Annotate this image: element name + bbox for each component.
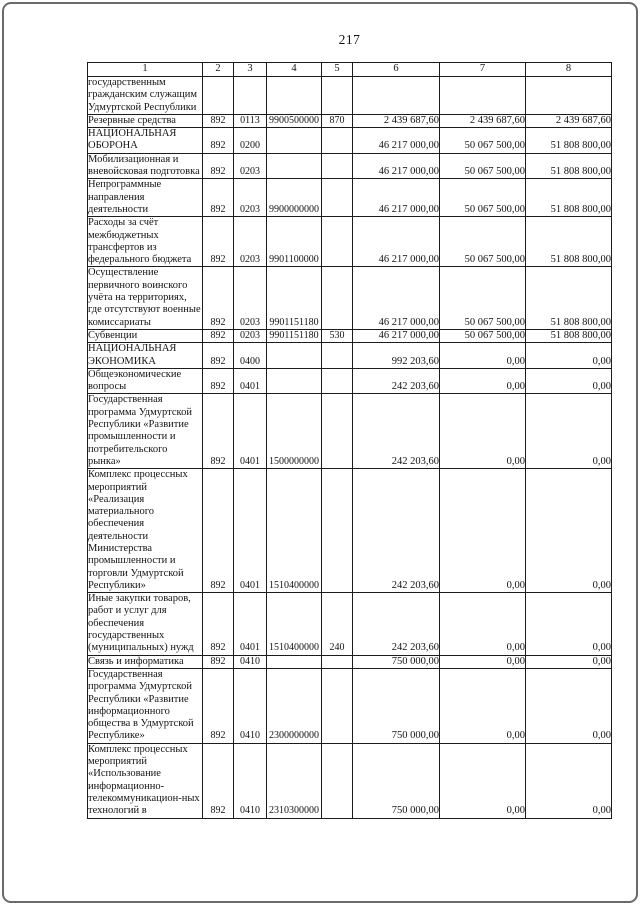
- name-cell: Государственная программа Удмуртской Республики «Развитие промышленности и потребительского рынка»: [88, 394, 203, 469]
- table-row: [88, 655, 612, 668]
- name-cell: Осуществление первичного воинского учёта на территориях, где отсутствуют военные комиссариаты: [88, 267, 201, 328]
- section-subsection-cell: 0203: [234, 217, 267, 267]
- table-row: [88, 267, 612, 329]
- budget-table: [87, 62, 612, 819]
- target-article-cell: 9900500000: [267, 114, 322, 127]
- expense-type-cell: [322, 743, 353, 818]
- target-article-cell: 1510400000: [267, 469, 322, 593]
- table-body: [88, 77, 612, 819]
- amount-cell-6: 750 000,00: [353, 743, 440, 818]
- table-row: [88, 329, 612, 342]
- amount-cell-7: 0,00: [440, 394, 526, 469]
- column-header: 4: [267, 63, 322, 77]
- amount-cell-7: 0,00: [440, 655, 526, 668]
- column-header: 6: [353, 63, 440, 77]
- expense-type-cell: [322, 128, 353, 154]
- name-cell: Государственная программа Удмуртской Республики «Развитие информационного общества в Удмуртской Республике»: [88, 668, 203, 743]
- name-cell: НАЦИОНАЛЬНАЯ ЭКОНОМИКА: [88, 343, 203, 369]
- section-subsection-cell: 0203: [234, 179, 267, 217]
- table-row: [88, 343, 612, 369]
- amount-cell-6: 46 217 000,00: [353, 179, 440, 217]
- chapter-code-cell: 892: [203, 593, 234, 655]
- amount-cell-6: 992 203,60: [353, 343, 440, 369]
- amount-cell-6: 750 000,00: [353, 668, 440, 743]
- amount-cell-8: 51 808 800,00: [526, 267, 612, 329]
- name-cell: Мобилизационная и вневойсковая подготовка: [88, 153, 203, 179]
- chapter-code-cell: 892: [203, 114, 234, 127]
- target-article-cell: 9900000000: [267, 179, 322, 217]
- table-row: [88, 128, 612, 154]
- amount-cell-6: 2 439 687,60: [353, 114, 440, 127]
- amount-cell-8: 51 808 800,00: [526, 128, 612, 154]
- amount-cell-7: 2 439 687,60: [440, 114, 526, 127]
- amount-cell-8: 0,00: [526, 343, 612, 369]
- amount-cell-6: 242 203,60: [353, 469, 440, 593]
- expense-type-cell: [322, 343, 353, 369]
- amount-cell-6: 46 217 000,00: [353, 153, 440, 179]
- name-cell: Резервные средства: [88, 114, 203, 127]
- amount-cell-8: 0,00: [526, 394, 612, 469]
- expense-type-cell: [322, 153, 353, 179]
- amount-cell-8: 51 808 800,00: [526, 217, 612, 267]
- chapter-code-cell: 892: [203, 655, 234, 668]
- chapter-code-cell: 892: [203, 267, 234, 329]
- amount-cell-7: 50 067 500,00: [440, 329, 526, 342]
- name-cell: НАЦИОНАЛЬНАЯ ОБОРОНА: [88, 128, 203, 154]
- expense-type-cell: [322, 179, 353, 217]
- header-row: [88, 63, 612, 77]
- table-row: [88, 153, 612, 179]
- expense-type-cell: [322, 267, 353, 329]
- name-cell: Комплекс процессных мероприятий «Использование информационно-телекоммуникацион-ных технологий в: [88, 743, 203, 818]
- expense-type-cell: [322, 368, 353, 394]
- name-cell: Иные закупки товаров, работ и услуг для обеспечения государственных (муниципальных) нужд: [88, 593, 203, 655]
- column-header: 8: [526, 63, 612, 77]
- column-header: 7: [440, 63, 526, 77]
- column-header: 2: [203, 63, 234, 77]
- expense-type-cell: [322, 655, 353, 668]
- amount-cell-7: 0,00: [440, 469, 526, 593]
- name-cell: Общеэкономические вопросы: [88, 368, 203, 394]
- target-article-cell: 2300000000: [267, 668, 322, 743]
- name-cell: государственным гражданским служащим Удмуртской Республики: [88, 77, 203, 115]
- section-subsection-cell: 0203: [234, 267, 267, 329]
- amount-cell-7: 0,00: [440, 593, 526, 655]
- amount-cell-7: 0,00: [440, 368, 526, 394]
- page-number: 217: [338, 32, 361, 47]
- section-subsection-cell: 0200: [234, 128, 267, 154]
- table-row: [88, 114, 612, 127]
- chapter-code-cell: 892: [203, 343, 234, 369]
- section-subsection-cell: 0203: [234, 329, 267, 342]
- target-article-cell: [267, 128, 322, 154]
- amount-cell-7: 50 067 500,00: [440, 267, 526, 329]
- table-row: [88, 593, 612, 655]
- chapter-code-cell: 892: [203, 668, 234, 743]
- amount-cell-8: [526, 77, 612, 115]
- table-row: [88, 469, 612, 593]
- chapter-code-cell: 892: [203, 469, 234, 593]
- table-row: [88, 217, 612, 267]
- section-subsection-cell: 0401: [234, 368, 267, 394]
- expense-type-cell: 870: [322, 114, 353, 127]
- target-article-cell: 9901151180: [267, 267, 322, 329]
- name-cell: Расходы за счёт межбюджетных трансфертов из федерального бюджета: [88, 217, 203, 267]
- amount-cell-7: 50 067 500,00: [440, 179, 526, 217]
- table-header: [88, 63, 612, 77]
- target-article-cell: 9901100000: [267, 217, 322, 267]
- amount-cell-8: 0,00: [526, 743, 612, 818]
- expense-type-cell: [322, 394, 353, 469]
- amount-cell-7: 50 067 500,00: [440, 128, 526, 154]
- chapter-code-cell: 892: [203, 153, 234, 179]
- amount-cell-6: 46 217 000,00: [353, 128, 440, 154]
- amount-cell-8: 51 808 800,00: [526, 153, 612, 179]
- amount-cell-8: 0,00: [526, 593, 612, 655]
- expense-type-cell: [322, 469, 353, 593]
- section-subsection-cell: 0113: [234, 114, 267, 127]
- section-subsection-cell: 0410: [234, 668, 267, 743]
- section-subsection-cell: 0410: [234, 743, 267, 818]
- name-cell: Субвенции: [88, 329, 203, 342]
- expense-type-cell: [322, 217, 353, 267]
- target-article-cell: [267, 655, 322, 668]
- amount-cell-7: 50 067 500,00: [440, 217, 526, 267]
- chapter-code-cell: 892: [203, 179, 234, 217]
- table-row: [88, 394, 612, 469]
- section-subsection-cell: 0401: [234, 469, 267, 593]
- amount-cell-6: 750 000,00: [353, 655, 440, 668]
- section-subsection-cell: 0203: [234, 153, 267, 179]
- chapter-code-cell: 892: [203, 217, 234, 267]
- table-row: [88, 368, 612, 394]
- amount-cell-8: 0,00: [526, 668, 612, 743]
- name-cell: Связь и информатика: [88, 655, 203, 668]
- section-subsection-cell: 0400: [234, 343, 267, 369]
- amount-cell-7: 0,00: [440, 743, 526, 818]
- section-subsection-cell: 0410: [234, 655, 267, 668]
- amount-cell-6: 242 203,60: [353, 593, 440, 655]
- column-header: 5: [322, 63, 353, 77]
- target-article-cell: [267, 368, 322, 394]
- amount-cell-8: 0,00: [526, 655, 612, 668]
- amount-cell-6: 46 217 000,00: [353, 267, 440, 329]
- chapter-code-cell: 892: [203, 368, 234, 394]
- amount-cell-6: 46 217 000,00: [353, 217, 440, 267]
- chapter-code-cell: 892: [203, 394, 234, 469]
- target-article-cell: [267, 153, 322, 179]
- amount-cell-7: 50 067 500,00: [440, 153, 526, 179]
- target-article-cell: 9901151180: [267, 329, 322, 342]
- target-article-cell: 1510400000: [267, 593, 322, 655]
- name-cell: Комплекс процессных мероприятий «Реализация материального обеспечения деятельности Министерства промышленности и торговли Удмуртской Республики»: [88, 469, 203, 593]
- amount-cell-8: 0,00: [526, 368, 612, 394]
- name-cell: Непрограммные направления деятельности: [88, 179, 203, 217]
- target-article-cell: 1500000000: [267, 394, 322, 469]
- column-header: 3: [234, 63, 267, 77]
- section-subsection-cell: 0401: [234, 394, 267, 469]
- expense-type-cell: [322, 668, 353, 743]
- chapter-code-cell: 892: [203, 329, 234, 342]
- chapter-code-cell: 892: [203, 743, 234, 818]
- amount-cell-8: 0,00: [526, 469, 612, 593]
- amount-cell-8: 2 439 687,60: [526, 114, 612, 127]
- target-article-cell: [267, 77, 322, 115]
- expense-type-cell: 240: [322, 593, 353, 655]
- amount-cell-7: 0,00: [440, 668, 526, 743]
- amount-cell-6: 242 203,60: [353, 394, 440, 469]
- expense-type-cell: 530: [322, 329, 353, 342]
- section-subsection-cell: 0401: [234, 593, 267, 655]
- table-row: [88, 743, 612, 818]
- table-row: [88, 77, 612, 115]
- column-header: 1: [88, 63, 203, 77]
- amount-cell-8: 51 808 800,00: [526, 179, 612, 217]
- amount-cell-6: 46 217 000,00: [353, 329, 440, 342]
- chapter-code-cell: 892: [203, 128, 234, 154]
- table-row: [88, 179, 612, 217]
- target-article-cell: 2310300000: [267, 743, 322, 818]
- expense-type-cell: [322, 77, 353, 115]
- amount-cell-8: 51 808 800,00: [526, 329, 612, 342]
- amount-cell-7: 0,00: [440, 343, 526, 369]
- chapter-code-cell: [203, 77, 234, 115]
- table-row: [88, 668, 612, 743]
- amount-cell-7: [440, 77, 526, 115]
- amount-cell-6: [353, 77, 440, 115]
- amount-cell-6: 242 203,60: [353, 368, 440, 394]
- section-subsection-cell: [234, 77, 267, 115]
- target-article-cell: [267, 343, 322, 369]
